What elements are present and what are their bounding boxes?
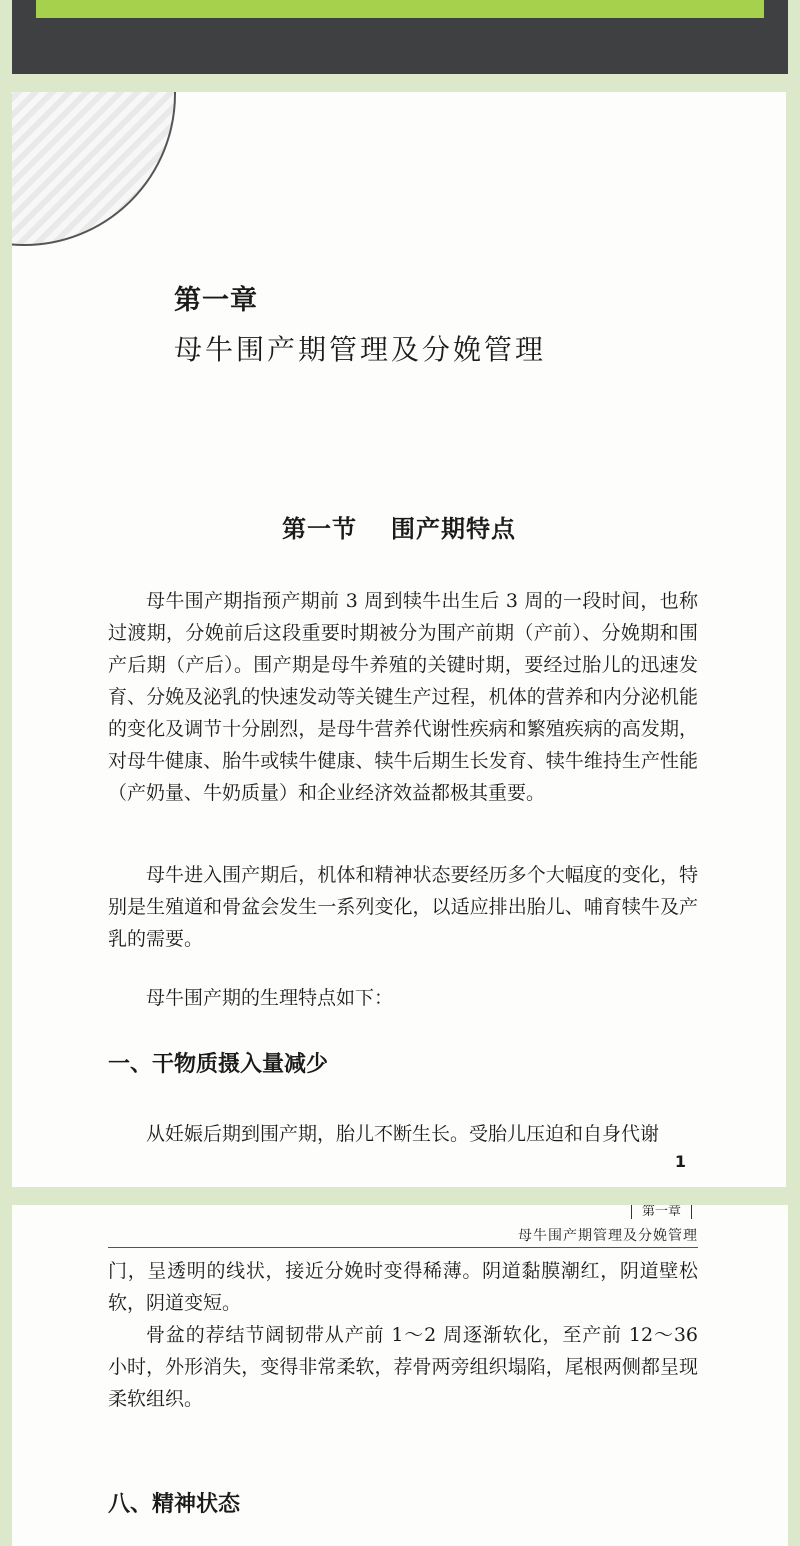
section-name: 围产期特点 <box>391 515 516 543</box>
paragraph: 骨盆的荐结节阔韧带从产前 1～2 周逐渐软化，至产前 12～36 小时，外形消失，变得非常柔软，荐骨两旁组织塌陷，尾根两侧都呈现柔软组织。 <box>108 1324 698 1410</box>
book-cover-edge <box>36 0 764 18</box>
chapter-label: 第一章 <box>174 285 258 316</box>
header-rule <box>108 1247 698 1248</box>
paragraph: 从妊娠后期到围产期，胎儿不断生长。受胎儿压迫和自身代谢 <box>146 1123 660 1145</box>
paragraph: 母牛围产期指预产期前 3 周到犊牛出生后 3 周的一段时间，也称过渡期，分娩前后这段重要时期被分为围产前期（产前）、分娩期和围产后期（产后）。围产期是母牛养殖的关键时期，要经过胎儿的迅速发育、分娩及泌乳的快速发动等关键生产过程，机体的营养和内分泌机能的变化及调节十分剧烈，是母牛营养代谢性疾病和繁殖疾病的高发期，对母牛健康、胎牛或犊牛健康、犊牛后期生长发育、犊牛维持生产性能（产奶量、牛奶质量）和企业经济效益都极其重要。 <box>108 590 698 804</box>
page-number: 1 <box>674 1152 686 1171</box>
paragraph: 母牛围产期的生理特点如下： <box>146 987 394 1009</box>
running-header-title: 母牛围产期管理及分娩管理 <box>518 1228 698 1244</box>
running-header-chapter: 第一章 <box>631 1205 692 1219</box>
subsection-heading: 一、干物质摄入量减少 <box>108 1052 329 1077</box>
subsection-heading: 八、精神状态 <box>108 1492 241 1517</box>
book-page-1 <box>12 92 786 1187</box>
book-page-2 <box>12 1205 788 1546</box>
decorative-corner-illustration <box>12 92 176 246</box>
paragraph: 门，呈透明的线状，接近分娩时变得稀薄。阴道黏膜潮红，阴道壁松软，阴道变短。 <box>108 1260 698 1314</box>
paragraph: 母牛进入围产期后，机体和精神状态要经历多个大幅度的变化，特别是生殖道和骨盆会发生一系列变化，以适应排出胎儿、哺育犊牛及产乳的需要。 <box>108 864 698 950</box>
previous-page-edge <box>12 0 788 74</box>
section-title <box>12 509 786 544</box>
section-number: 第一节 <box>282 515 357 543</box>
chapter-title: 母牛围产期管理及分娩管理 <box>174 333 547 366</box>
